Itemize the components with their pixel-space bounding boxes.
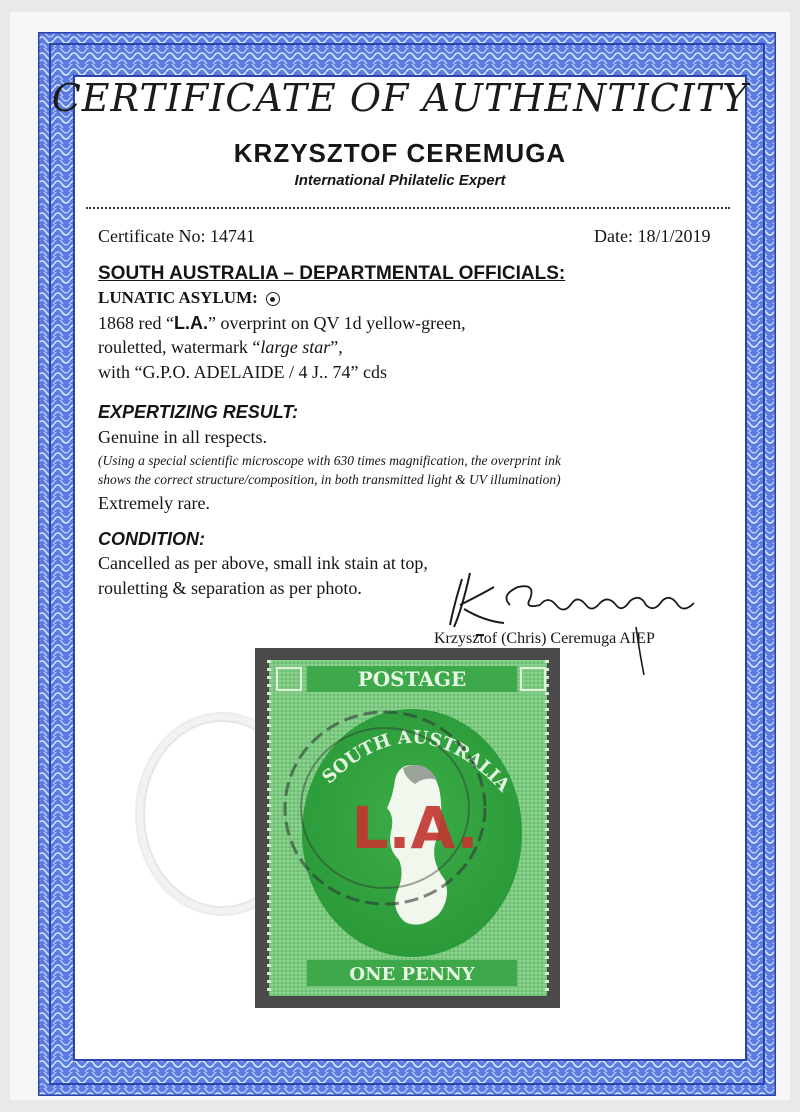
stamp-overprint: L.A. xyxy=(351,794,479,862)
result-note-1: (Using a special scientific microscope with 630 times magnification, the overprint ink xyxy=(98,453,561,468)
description-line-2 xyxy=(98,337,343,358)
certificate-number: Certificate No: 14741 xyxy=(98,226,255,246)
certificate-title: CERTIFICATE OF AUTHENTICITY xyxy=(51,76,749,120)
result-rarity: Extremely rare. xyxy=(98,493,210,513)
signature-name: Krzysztof (Chris) Ceremuga AIEP xyxy=(434,630,655,647)
description-line-1 xyxy=(98,313,466,334)
desc-text: 1868 red “ xyxy=(98,313,174,333)
dotted-divider xyxy=(86,207,730,209)
condition-line-1: Cancelled as per above, small ink stain at top, xyxy=(98,553,428,573)
result-heading: EXPERTIZING RESULT: xyxy=(98,402,299,422)
expert-name: KRZYSZTOF CEREMUGA xyxy=(233,138,567,168)
item-subtype xyxy=(98,288,280,308)
circle-dot-icon xyxy=(266,292,280,306)
stamp-photo xyxy=(255,648,560,1008)
expert-role: International Philatelic Expert xyxy=(294,172,506,189)
desc-text: ”, xyxy=(330,337,343,357)
result-note-2: shows the correct structure/composition, in both transmitted light & UV illumination) xyxy=(98,472,561,487)
condition-line-2: rouletting & separation as per photo. xyxy=(98,578,362,598)
stamp-bottom-text: ONE PENNY xyxy=(349,964,475,985)
watermark-label: large star xyxy=(260,337,331,357)
condition-heading: CONDITION: xyxy=(98,529,205,549)
description-line-3: with “G.P.O. ADELAIDE / 4 J.. 74” cds xyxy=(98,362,387,382)
desc-text: rouletted, watermark “ xyxy=(98,337,261,357)
stamp-image xyxy=(255,648,560,1008)
stamp-arc-text: SOUTH AUSTRALIA xyxy=(318,726,514,797)
subtype-label: LUNATIC ASYLUM: xyxy=(98,288,258,307)
overprint-label: L.A. xyxy=(173,313,208,333)
stamp-top-text: POSTAGE xyxy=(357,667,467,691)
certificate-date: Date: 18/1/2019 xyxy=(594,226,711,246)
result-verdict: Genuine in all respects. xyxy=(98,427,267,447)
country-heading: SOUTH AUSTRALIA – DEPARTMENTAL OFFICIALS: xyxy=(98,263,566,284)
desc-text: ” overprint on QV 1d yellow-green, xyxy=(207,313,466,333)
